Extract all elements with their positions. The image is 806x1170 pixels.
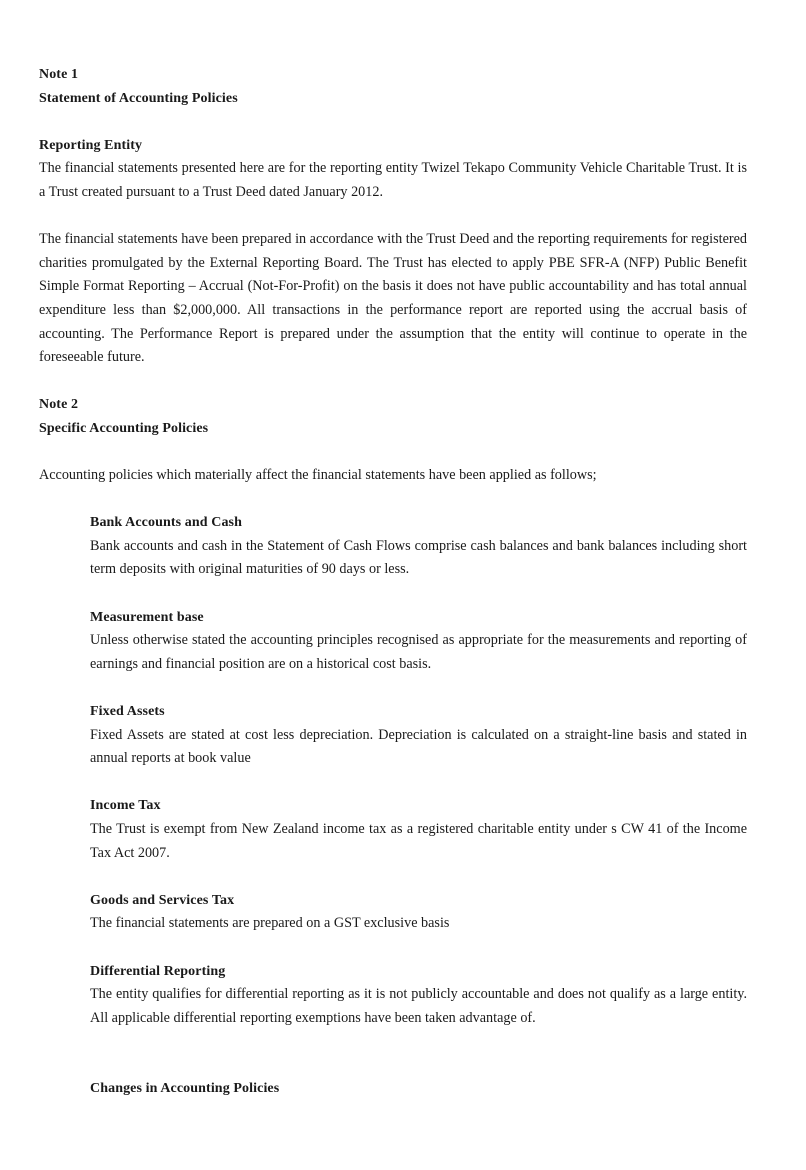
policy-income-tax-text: The Trust is exempt from New Zealand income tax as a registered charitable entity under s CW 41 of the Income Tax Act 2007. (90, 821, 747, 861)
policy-gst (90, 889, 747, 936)
policy-differential-text: The entity qualifies for differential reporting as it is not publicly accountable and does not qualify as a large entity. All applicable differential reporting exemptions have been taken advantage of. (90, 986, 747, 1026)
policy-measurement-text: Unless otherwise stated the accounting principles recognised as appropriate for the measurements and reporting of earnings and financial position are on a historical cost basis. (90, 632, 747, 672)
note-2-number: Note 2 (39, 397, 79, 413)
policies-list (90, 511, 747, 1101)
policy-bank-text: Bank accounts and cash in the Statement of Cash Flows comprise cash balances and bank balances including short term deposits with original maturities of 90 days or less. (90, 537, 747, 578)
note-2-header (39, 393, 747, 440)
note-2-intro: Accounting policies which materially affect the financial statements have been applied as follows; (39, 467, 597, 484)
reporting-entity-paragraph-1: The financial statements presented here are for the reporting entity Twizel Tekapo Community Vehicle Charitable Trust. It is a Trust created pursuant to a Trust Deed dated January 2012. (39, 160, 747, 200)
policy-changes (90, 1077, 747, 1101)
policy-gst-text: The financial statements are prepared on a GST exclusive basis (90, 915, 450, 932)
policy-fixed-assets-heading: Fixed Assets (90, 704, 165, 720)
policy-bank-accounts (90, 511, 747, 582)
policy-income-tax (90, 794, 747, 865)
policy-measurement-heading: Measurement base (90, 609, 204, 625)
note-1-title: Statement of Accounting Policies (39, 90, 238, 106)
document-page (39, 63, 747, 1101)
policy-bank-heading: Bank Accounts and Cash (90, 515, 242, 531)
policy-differential-reporting (90, 960, 747, 1031)
policy-measurement-base (90, 606, 747, 677)
reporting-entity-paragraph-2: The financial statements have been prepared in accordance with the Trust Deed and the reporting requirements for registered charities promulgated by the External Reporting Board. The Trust has elected to apply PBE SFR-A (NFP) Public Benefit Simple Format Reporting – Accrual (Not-For-Profit) on the basis it does not have public accountability and has total annual expenditure less than $2,000,000. All transactions in the performance report are reported using the accrual basis of accounting. The Performance Report is prepared under the assumption that the entity will continue to operate in the foreseeable future. (39, 231, 747, 366)
policy-fixed-assets-text: Fixed Assets are stated at cost less depreciation. Depreciation is calculated on a straight-line basis and stated in annual reports at book value (90, 726, 747, 767)
policy-fixed-assets (90, 700, 747, 771)
policy-differential-heading: Differential Reporting (90, 963, 226, 979)
reporting-entity-section (39, 134, 747, 370)
note-1-header (39, 63, 747, 110)
policy-gst-heading: Goods and Services Tax (90, 892, 235, 908)
note-2-title: Specific Accounting Policies (39, 420, 209, 436)
reporting-entity-heading: Reporting Entity (39, 137, 143, 153)
policy-income-tax-heading: Income Tax (90, 798, 161, 814)
policy-changes-heading: Changes in Accounting Policies (90, 1081, 280, 1097)
note-1-number: Note 1 (39, 67, 79, 82)
